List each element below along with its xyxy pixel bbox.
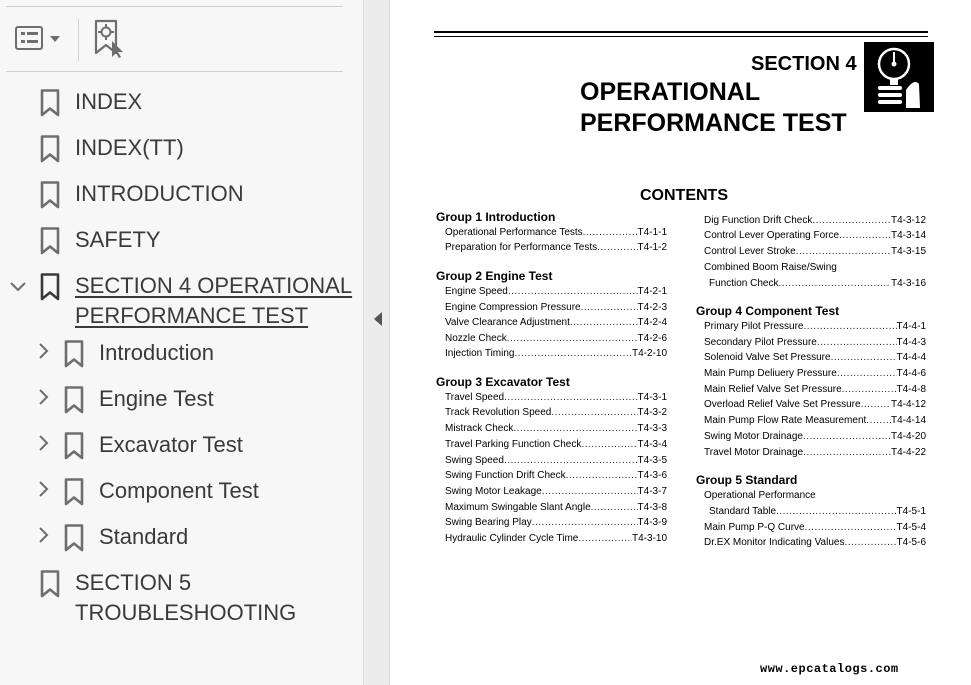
toc-entry[interactable]: Main Pump P-Q Curve ..... T4-5-4 xyxy=(704,522,926,534)
new-bookmark-icon xyxy=(92,19,128,59)
group-heading: Group 5 Standard xyxy=(696,473,798,487)
bookmark-label: INDEX(TT) xyxy=(75,135,184,160)
chevron-right-icon[interactable] xyxy=(34,388,52,406)
bookmark-label-line2: TROUBLESHOOTING xyxy=(75,600,297,625)
toc-entry-line: Combined Boom Raise/Swing xyxy=(704,262,837,273)
chevron-right-icon[interactable] xyxy=(34,434,52,452)
pressure-gauge-icon xyxy=(864,42,934,112)
bookmark-item-section-5[interactable] xyxy=(0,568,345,628)
toc-entry[interactable]: Control Lever Operating Force ..... T4-3-14 xyxy=(704,230,926,242)
toc-entry[interactable]: Mistrack Check ..... T4-3-3 xyxy=(445,423,667,435)
section-label: SECTION 4 xyxy=(751,53,857,75)
toc-entry[interactable]: Dr.EX Monitor Indicating Values ..... T4-5-6 xyxy=(704,537,926,549)
caret-down-icon xyxy=(50,36,60,42)
bookmark-label: INTRODUCTION xyxy=(75,181,244,206)
bookmark-icon xyxy=(64,386,84,414)
toc-entry[interactable]: Secondary Pilot Pressure ..... T4-4-3 xyxy=(704,337,926,349)
group-heading: Group 1 Introduction xyxy=(436,210,556,224)
chevron-down-icon[interactable] xyxy=(9,277,27,295)
bookmark-label: SAFETY xyxy=(75,227,161,252)
toc-entry[interactable]: Maximum Swingable Slant Angle ..... T4-3-8 xyxy=(445,502,667,514)
bookmark-label: Introduction xyxy=(99,340,214,365)
toc-entry[interactable]: Main Pump Flow Rate Measurement ..... T4-4-14 xyxy=(704,415,926,427)
bookmark-label: Excavator Test xyxy=(99,432,243,457)
toc-entry[interactable]: Nozzle Check ..... T4-2-6 xyxy=(445,333,667,345)
page-title-line2: PERFORMANCE TEST xyxy=(580,109,847,137)
page-title-line1: OPERATIONAL xyxy=(580,78,761,106)
bookmark-label: Engine Test xyxy=(99,386,214,411)
collapse-pane-icon[interactable] xyxy=(372,311,384,327)
bookmark-label-line1: SECTION 5 xyxy=(75,570,192,595)
bookmark-icon xyxy=(64,340,84,368)
pane-splitter[interactable] xyxy=(363,0,390,685)
bookmark-label-line1: SECTION 4 OPERATIONAL xyxy=(75,273,353,298)
bookmark-options-button[interactable] xyxy=(14,21,70,57)
toc-entry[interactable]: Engine Compression Pressure ..... T4-2-3 xyxy=(445,302,667,314)
toc-entry-line: Operational Performance xyxy=(704,490,816,501)
bookmark-label: INDEX xyxy=(75,89,143,114)
bookmark-label: Component Test xyxy=(99,478,259,503)
bookmarks-toolbar xyxy=(6,6,343,72)
bookmark-icon xyxy=(40,273,60,301)
toc-entry[interactable]: Control Lever Stroke ..... T4-3-15 xyxy=(704,246,926,258)
footer-url: www.epcatalogs.com xyxy=(760,662,899,676)
bookmark-icon xyxy=(64,524,84,552)
toc-entry[interactable]: Swing Motor Leakage ..... T4-3-7 xyxy=(445,486,667,498)
chevron-right-icon[interactable] xyxy=(34,480,52,498)
group-heading: Group 3 Excavator Test xyxy=(436,375,570,389)
toc-entry[interactable]: Swing Bearing Play ..... T4-3-9 xyxy=(445,517,667,529)
toolbar-divider xyxy=(78,19,79,61)
toc-entry[interactable]: Main Relief Valve Set Pressure ..... T4-4-8 xyxy=(704,384,926,396)
bookmark-label: Standard xyxy=(99,524,189,549)
bookmarks-pane xyxy=(0,0,363,685)
toc-entry[interactable]: Preparation for Performance Tests ..... T4-1-2 xyxy=(445,242,667,254)
toc-entry[interactable]: Dig Function Drift Check ..... T4-3-12 xyxy=(704,215,926,227)
toc-entry[interactable]: Track Revolution Speed ..... T4-3-2 xyxy=(445,407,667,419)
header-rule-bottom xyxy=(434,36,928,37)
toc-entry[interactable]: Engine Speed ..... T4-2-1 xyxy=(445,286,667,298)
bookmark-item-section-4[interactable] xyxy=(0,271,353,331)
toc-entry[interactable]: Travel Speed ..... T4-3-1 xyxy=(445,392,667,404)
chevron-right-icon[interactable] xyxy=(34,526,52,544)
toc-entry[interactable]: Operational Performance Tests ..... T4-1-1 xyxy=(445,227,667,239)
toc-entry[interactable]: Hydraulic Cylinder Cycle Time ..... T4-3-10 xyxy=(445,533,667,545)
bookmark-icon xyxy=(40,570,60,598)
group-heading: Group 2 Engine Test xyxy=(436,269,553,283)
bookmark-icon xyxy=(40,89,60,117)
toc-entry[interactable]: Primary Pilot Pressure ..... T4-4-1 xyxy=(704,321,926,333)
toc-entry[interactable]: Standard Table ..... T4-5-1 xyxy=(709,506,926,518)
toc-entry[interactable]: Swing Motor Drainage ..... T4-4-20 xyxy=(704,431,926,443)
bookmark-icon xyxy=(40,135,60,163)
contents-heading: CONTENTS xyxy=(640,187,728,204)
toc-entry[interactable]: Valve Clearance Adjustment ..... T4-2-4 xyxy=(445,317,667,329)
toc-entry[interactable]: Function Check ..... T4-3-16 xyxy=(709,278,926,290)
toc-entry[interactable]: Travel Motor Drainage ..... T4-4-22 xyxy=(704,447,926,459)
bookmark-label-line2: PERFORMANCE TEST xyxy=(75,303,309,328)
bookmark-icon xyxy=(64,478,84,506)
list-options-icon xyxy=(14,21,70,57)
toc-entry[interactable]: Swing Function Drift Check ..... T4-3-6 xyxy=(445,470,667,482)
chevron-right-icon[interactable] xyxy=(34,342,52,360)
toc-entry[interactable]: Overload Relief Valve Set Pressure ..... T4-4-12 xyxy=(704,399,926,411)
bookmark-icon xyxy=(40,181,60,209)
group-heading: Group 4 Component Test xyxy=(696,304,840,318)
new-bookmark-button[interactable] xyxy=(92,19,128,59)
toc-entry[interactable]: Swing Speed ..... T4-3-5 xyxy=(445,455,667,467)
toc-entry[interactable]: Solenoid Valve Set Pressure ..... T4-4-4 xyxy=(704,352,926,364)
toc-entry[interactable]: Main Pump Deliuery Pressure ..... T4-4-6 xyxy=(704,368,926,380)
document-page xyxy=(391,0,971,685)
header-rule-top xyxy=(434,31,928,33)
bookmark-icon xyxy=(64,432,84,460)
toc-entry[interactable]: Injection Timing ..... T4-2-10 xyxy=(445,348,667,360)
bookmark-icon xyxy=(40,227,60,255)
toc-entry[interactable]: Travel Parking Function Check ..... T4-3-4 xyxy=(445,439,667,451)
